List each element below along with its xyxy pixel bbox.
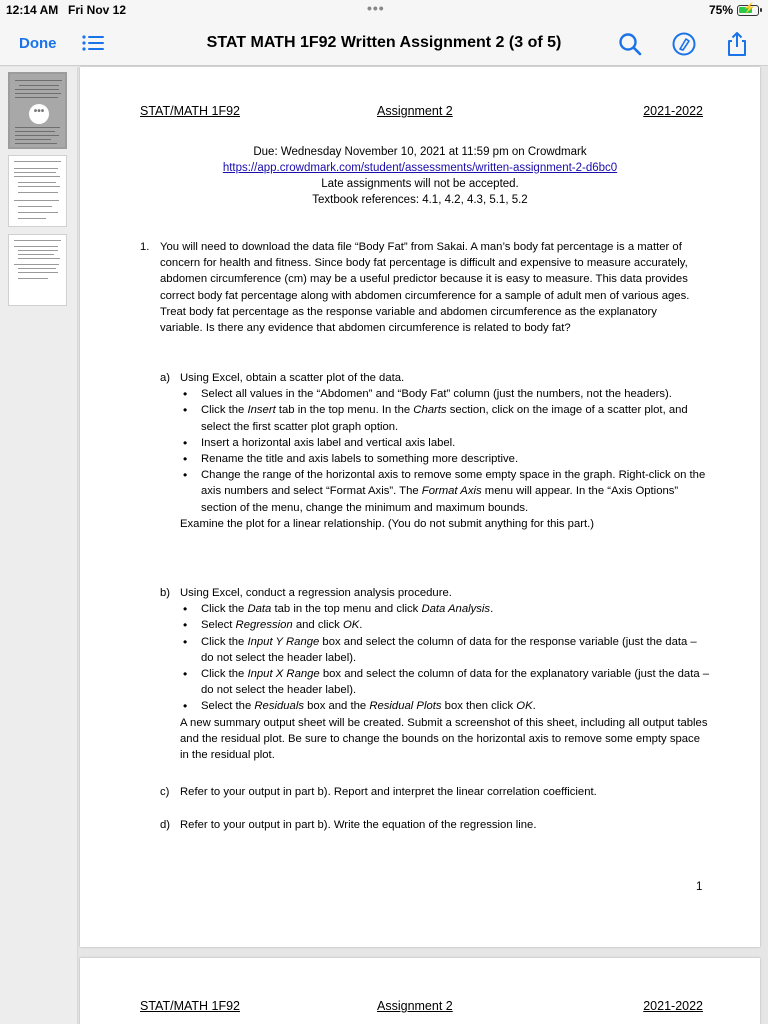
list-item: • Click the Input X Range box and select the column of data for the explanatory variable (just the data – do not select the header label). bbox=[201, 666, 710, 698]
done-button[interactable]: Done bbox=[19, 35, 57, 52]
status-date: Fri Nov 12 bbox=[68, 3, 127, 17]
part-label: a) bbox=[160, 372, 171, 384]
bullet-list bbox=[201, 386, 710, 516]
header-assignment: Assignment 2 bbox=[377, 104, 453, 118]
share-icon[interactable] bbox=[724, 31, 750, 57]
list-item: • Change the range of the horizontal axis to remove some empty space in the graph. Right-click on the axis numbers and select “Format Axis”. The Format Axis menu will appear. In the “Axis Options” section of the menu, change the minimum and maximum bounds. bbox=[201, 467, 710, 516]
page-thumbnail-3[interactable] bbox=[8, 234, 67, 306]
part-footnote: A new summary output sheet will be created. Submit a screenshot of this sheet, including all output tables and the residual plot. Be sure to change the bounds on the horizontal axis to remove some empty space in the residual plot. bbox=[180, 716, 708, 762]
search-icon[interactable] bbox=[617, 31, 643, 57]
late-policy: Late assignments will not be accepted. bbox=[321, 178, 519, 190]
more-options-icon[interactable]: ••• bbox=[29, 104, 49, 124]
assignment-info bbox=[80, 144, 760, 208]
thumbnail-sidebar bbox=[0, 67, 78, 1024]
list-item: • Click the Data tab in the top menu and click Data Analysis. bbox=[201, 601, 710, 617]
part-label: d) bbox=[160, 819, 171, 831]
navigation-bar bbox=[0, 22, 768, 66]
bullet-list bbox=[201, 601, 710, 714]
header-year: 2021-2022 bbox=[643, 999, 703, 1013]
page-number: 1 bbox=[696, 881, 703, 893]
battery-icon bbox=[737, 5, 759, 16]
status-bar bbox=[0, 0, 768, 22]
part-d bbox=[160, 817, 710, 833]
list-item: • Select all values in the “Abdomen” and “Body Fat” column (just the numbers, not the headers). bbox=[201, 386, 710, 402]
part-footnote: Examine the plot for a linear relationship. (You do not submit anything for this part.) bbox=[180, 517, 595, 530]
list-item: • Click the Input Y Range box and select the column of data for the response variable (just the data – do not select the header label). bbox=[201, 634, 710, 666]
textbook-references: Textbook references: 4.1, 4.2, 4.3, 5.1, 5.2 bbox=[312, 194, 528, 206]
header-year: 2021-2022 bbox=[643, 104, 703, 118]
part-heading: Using Excel, obtain a scatter plot of the data. bbox=[180, 372, 405, 384]
document-page bbox=[80, 67, 760, 947]
question-number: 1. bbox=[140, 241, 150, 253]
status-time: 12:14 AM bbox=[6, 3, 59, 17]
crowdmark-link[interactable]: https://app.crowdmark.com/student/assessments/written-assignment-2-d6bc0 bbox=[222, 162, 618, 174]
list-item: • Select Regression and click OK. bbox=[201, 617, 710, 633]
list-item: • Click the Insert tab in the top menu. In the Charts section, click on the image of a scatter plot, and select the first scatter plot graph option. bbox=[201, 402, 710, 434]
battery-nub bbox=[760, 8, 762, 12]
question-text: You will need to download the data file “Body Fat” from Sakai. A man’s body fat percentage is a matter of concern for health and fitness. Since body fat percentage is difficult and expensive to measure accurately, abdomen circumference (cm) may be a useful predictor because it is easy to measure. This data provides correct body fat percentage along with abdomen circumference for a sample of adult men of various ages. Treat body fat percentage as the response variable and abdomen circumference as the explanatory variable. Is there any evidence that abdomen circumference is related to body fat? bbox=[160, 241, 690, 335]
header-course: STAT/MATH 1F92 bbox=[140, 999, 241, 1013]
part-a bbox=[160, 370, 710, 532]
due-date: Due: Wednesday November 10, 2021 at 11:59 pm on Crowdmark bbox=[253, 146, 587, 158]
part-text: Refer to your output in part b). Report and interpret the linear correlation coefficient. bbox=[180, 786, 597, 798]
question-1 bbox=[140, 239, 702, 336]
page-thumbnail-1[interactable] bbox=[8, 72, 67, 149]
document-page-next bbox=[80, 958, 760, 1024]
markup-icon[interactable] bbox=[671, 31, 697, 57]
header-assignment: Assignment 2 bbox=[377, 999, 453, 1013]
multitask-dots-icon[interactable]: ••• bbox=[367, 0, 385, 16]
list-item: • Select the Residuals box and the Residual Plots box then click OK. bbox=[201, 698, 710, 714]
part-text: Refer to your output in part b). Write the equation of the regression line. bbox=[180, 819, 537, 831]
header-course: STAT/MATH 1F92 bbox=[140, 104, 241, 118]
charging-bolt-icon: ⚡ bbox=[743, 3, 756, 14]
part-heading: Using Excel, conduct a regression analysis procedure. bbox=[180, 587, 452, 599]
list-item: • Insert a horizontal axis label and vertical axis label. bbox=[201, 435, 710, 451]
part-label: b) bbox=[160, 587, 171, 599]
page-thumbnail-2[interactable] bbox=[8, 155, 67, 227]
battery-percentage: 75% bbox=[709, 3, 734, 17]
document-title: STAT MATH 1F92 Written Assignment 2 (3 of 5) bbox=[206, 34, 562, 51]
part-label: c) bbox=[160, 786, 170, 798]
part-b bbox=[160, 585, 710, 763]
part-c bbox=[160, 784, 710, 800]
list-item: • Rename the title and axis labels to something more descriptive. bbox=[201, 451, 710, 467]
